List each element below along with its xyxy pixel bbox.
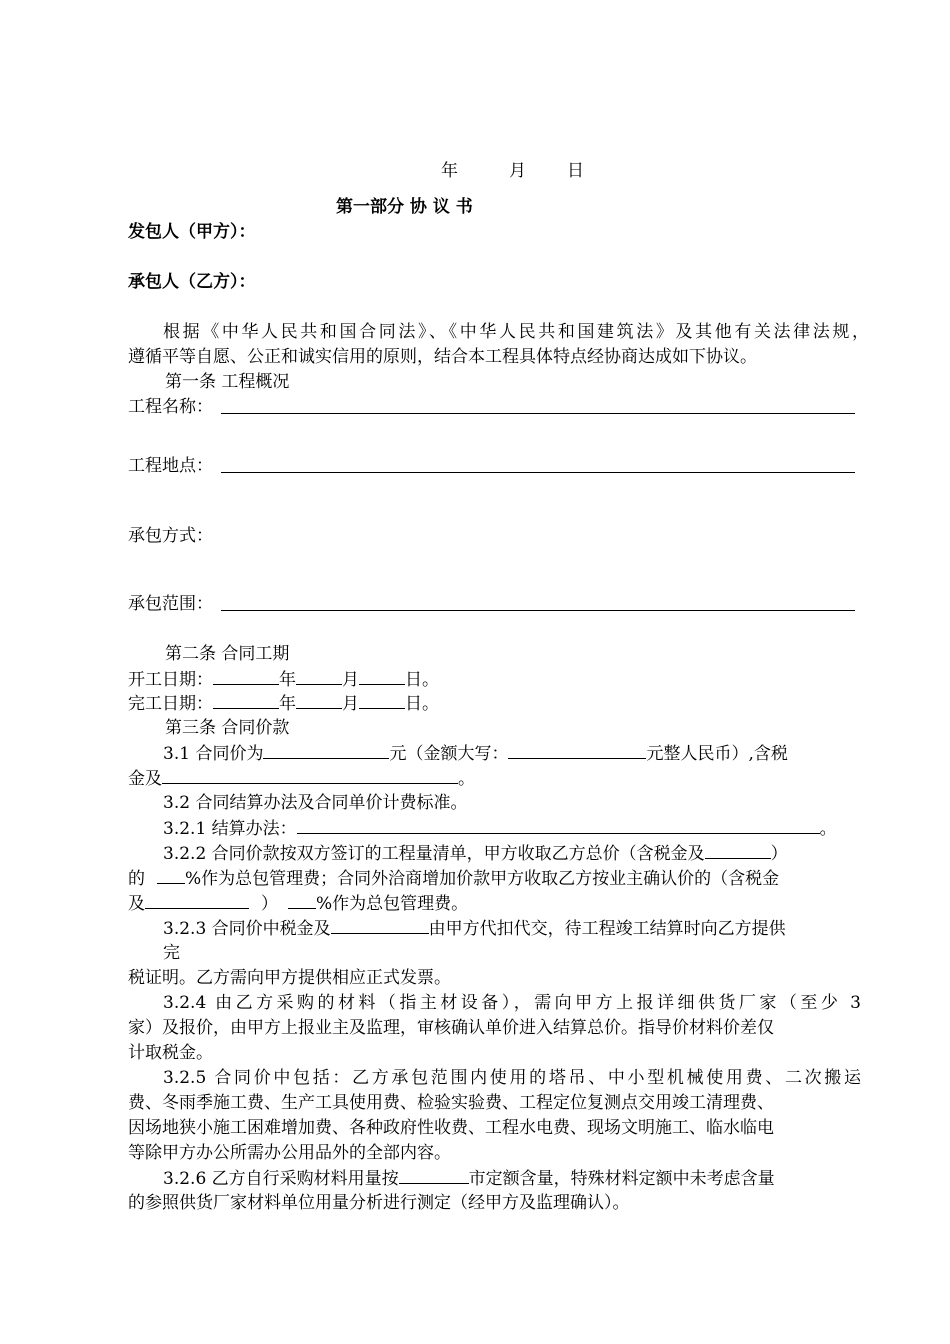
clause-3-2-4-line-3: 计取税金。	[128, 1043, 213, 1063]
clause-3-2-2-text-f: ）	[261, 894, 278, 914]
intro-line-1: 根据《中华人民共和国合同法》、《中华人民共和国建筑法》及其他有关法律法规，	[163, 322, 869, 342]
clause-3-1-line-1	[163, 741, 788, 766]
contract-price-words-field[interactable]	[508, 741, 646, 759]
clause-3-1-text-d: 金及	[128, 769, 162, 789]
clause-3-2-6-line-1	[163, 1166, 775, 1191]
clause-3-2-4-line-2: 家）及报价，由甲方上报业主及监理，审核确认单价进入结算总价。指导价材料价差仅	[128, 1018, 774, 1038]
clause-3-2-2-text-d: %作为总包管理费；合同外洽商增加价款甲方收取乙方按业主确认价的（含税金	[185, 869, 780, 889]
clause-3-2-3-wrap: 完	[163, 943, 180, 963]
start-month-field[interactable]	[296, 667, 342, 685]
end-month-field[interactable]	[296, 691, 342, 709]
tax-field[interactable]	[162, 766, 458, 784]
clause-3-1-text-b: 元（金额大写：	[389, 744, 509, 764]
start-day-unit: 日。	[405, 670, 439, 690]
intro-line-2: 遵循平等自愿、公正和诚实信用的原则，结合本工程具体特点经协商达成如下协议。	[128, 347, 757, 367]
project-name-field[interactable]	[221, 413, 855, 414]
start-year-field[interactable]	[213, 667, 279, 685]
clause-3-2-6-text-b: 市定额含量，特殊材料定额中未考虑含量	[468, 1169, 775, 1189]
end-year-field[interactable]	[213, 691, 279, 709]
clause-3-1-line-2	[128, 766, 475, 791]
clause-3-2-3-text-b: 由甲方代扣代交，待工程竣工结算时向乙方提供	[428, 919, 786, 939]
clause-3-2-5-line-4: 等除甲方办公所需办公用品外的全部内容。	[128, 1143, 451, 1163]
party-a-label: 发包人（甲方）：	[128, 222, 256, 242]
clause-3-2-1-end: 。	[819, 819, 837, 839]
clause-3-2-5-line-3: 因场地狭小施工困难增加费、各种政府性收费、工程水电费、现场文明施工、临水临电	[128, 1118, 774, 1138]
management-fee-percent-field[interactable]	[157, 866, 185, 884]
clause-3-2: 3.2 合同结算办法及合同单价计费标准。	[163, 793, 468, 813]
settlement-method-field[interactable]	[297, 816, 820, 834]
contract-price-field[interactable]	[263, 741, 389, 759]
clause-3-2-4-line-1: 3.2.4 由乙方采购的材料（指主材设备），需向甲方上报详细供货厂家（至少 3	[163, 993, 861, 1013]
clause-3-2-2-text-b: ）	[770, 844, 788, 864]
party-b-label: 承包人（乙方）：	[128, 272, 256, 292]
quota-city-field[interactable]	[399, 1166, 469, 1184]
management-fee-percent-field-2[interactable]	[288, 891, 316, 909]
date-year: 年	[441, 161, 458, 181]
clause-3-2-3-line-2: 税证明。乙方需向甲方提供相应正式发票。	[128, 968, 451, 988]
clause-3-2-2-text-e: 及	[128, 894, 145, 914]
end-date-label: 完工日期：	[128, 694, 213, 714]
clause-3-2-1-label: 3.2.1 结算办法：	[163, 819, 297, 839]
start-year-unit: 年	[279, 670, 296, 690]
start-date-label: 开工日期：	[128, 670, 213, 690]
clause-3-2-3-text-a: 3.2.3 合同价中税金及	[163, 919, 331, 939]
clause-3-2-1	[163, 816, 837, 841]
end-day-unit: 日。	[405, 694, 439, 714]
clause-3-1-text-a: 3.1 合同价为	[163, 744, 264, 764]
contract-scope-label: 承包范围：	[128, 594, 213, 614]
clause-3-2-2-line-1	[163, 841, 788, 866]
section-title: 第一部分 协 议 书	[336, 197, 473, 217]
clause-3-2-2-line-3	[128, 891, 468, 916]
project-location-label: 工程地点：	[128, 456, 213, 476]
end-day-field[interactable]	[359, 691, 405, 709]
clause-3-2-6-text-a: 3.2.6 乙方自行采购材料用量按	[163, 1169, 399, 1189]
date-day: 日	[567, 161, 584, 181]
end-month-unit: 月	[342, 694, 359, 714]
clause-3-2-2-field-1[interactable]	[705, 841, 771, 859]
clause-3-2-3-line-1	[163, 916, 786, 941]
article-3-heading: 第三条 合同价款	[165, 718, 290, 738]
article-1-heading: 第一条 工程概况	[165, 372, 290, 392]
clause-3-1-text-c: 元整人民币）,含税	[646, 744, 788, 764]
article-2-heading: 第二条 合同工期	[165, 644, 290, 664]
clause-3-2-2-text-g: %作为总包管理费。	[316, 894, 469, 914]
start-day-field[interactable]	[359, 667, 405, 685]
project-name-label: 工程名称：	[128, 397, 213, 417]
end-date-row	[128, 691, 439, 716]
start-month-unit: 月	[342, 670, 359, 690]
clause-3-2-2-text-a: 3.2.2 合同价款按双方签订的工程量清单，甲方收取乙方总价（含税金及	[163, 844, 705, 864]
clause-3-2-2-text-c: 的	[128, 869, 145, 889]
clause-3-1-text-e: 。	[458, 769, 475, 789]
contract-scope-field[interactable]	[221, 610, 855, 611]
clause-3-2-5-line-2: 费、冬雨季施工费、生产工具使用费、检验实验费、工程定位复测点交用竣工清理费、	[128, 1093, 774, 1113]
project-location-field[interactable]	[221, 472, 855, 473]
clause-3-2-2-field-2[interactable]	[145, 891, 249, 909]
clause-3-2-6-line-2: 的参照供货厂家材料单位用量分析进行测定（经甲方及监理确认）。	[128, 1193, 630, 1213]
clause-3-2-2-line-2	[128, 866, 779, 891]
clause-3-2-3-field[interactable]	[331, 916, 429, 934]
date-month: 月	[509, 161, 526, 181]
end-year-unit: 年	[279, 694, 296, 714]
clause-3-2-5-line-1: 3.2.5 合同价中包括：乙方承包范围内使用的塔吊、中小型机械使用费、二次搬运	[163, 1068, 861, 1088]
contract-method-label: 承包方式：	[128, 526, 213, 546]
start-date-row	[128, 667, 439, 692]
